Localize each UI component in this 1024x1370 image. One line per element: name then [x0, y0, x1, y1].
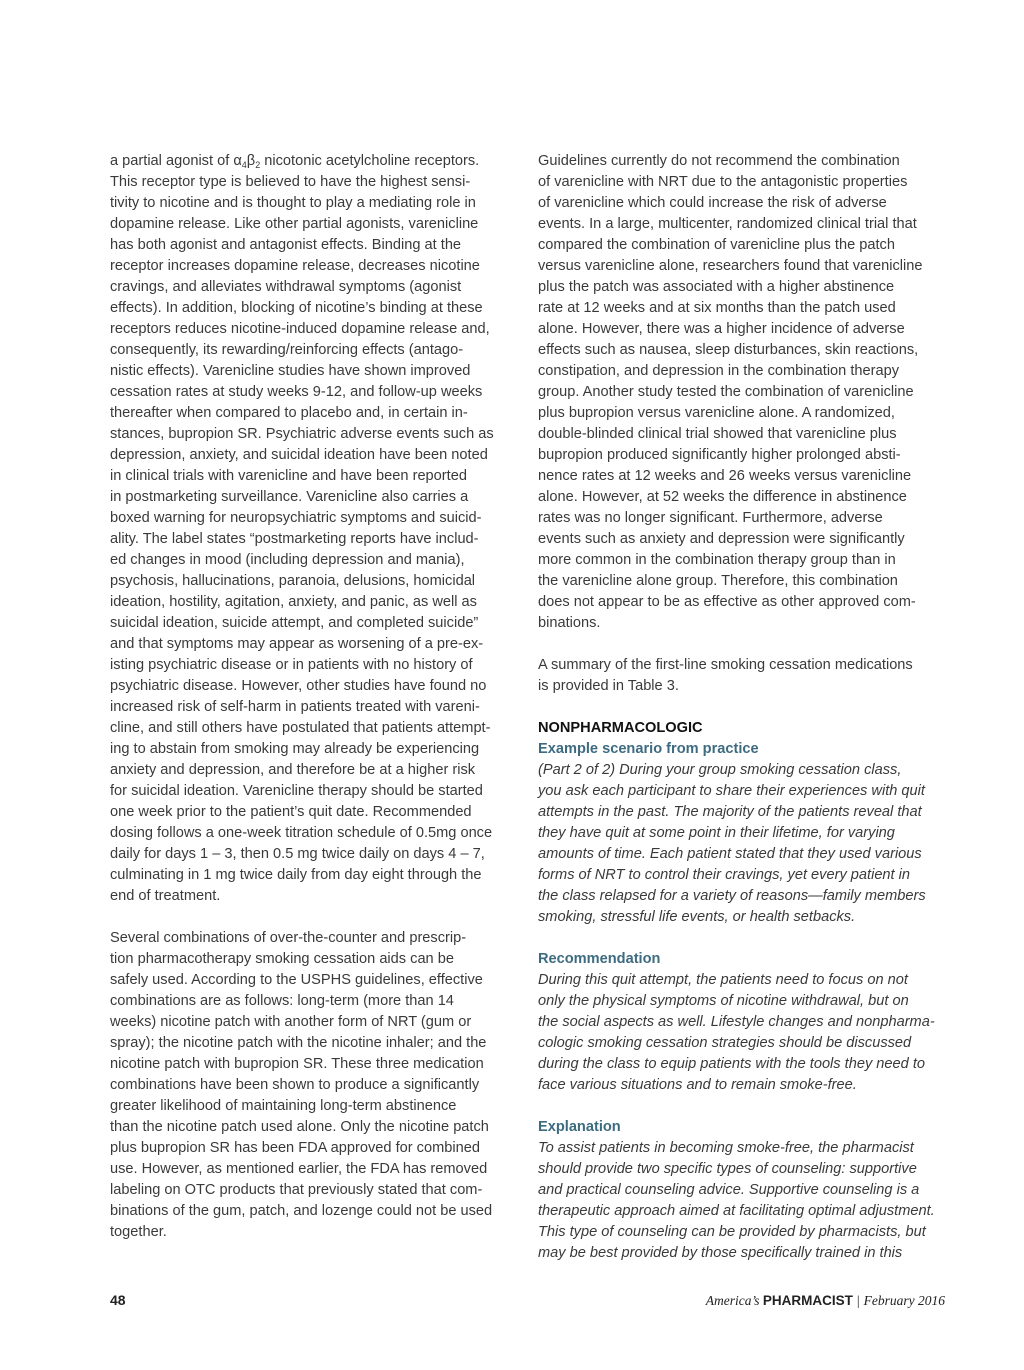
text-line: ing to abstain from smoking may already be experiencing [110, 741, 480, 757]
text-line: plus the patch was associated with a higher abstinence [538, 279, 895, 295]
beta-subscript: 2 [255, 160, 261, 170]
text-line: boxed warning for neuropsychiatric symptoms and suicid- [110, 510, 482, 526]
text-line: daily for days 1 – 3, then 0.5 mg twice daily on days 4 – 7, [110, 846, 485, 862]
text-line: has both agonist and antagonist effects. Binding at the [110, 237, 462, 253]
text-line: Guidelines currently do not recommend the combination [538, 153, 900, 169]
text-line: dosing follows a one-week titration schedule of 0.5mg once [110, 825, 493, 841]
recommendation-text [538, 970, 950, 1096]
text-line: should provide two specific types of counseling: supportive [538, 1161, 917, 1177]
text-line: weeks) nicotine patch with another form of NRT (gum or [110, 1014, 472, 1030]
text-line: increased risk of self-harm in patients treated with vareni- [110, 699, 480, 715]
text-line: you ask each participant to share their experiences with quit [538, 783, 925, 799]
text-line: labeling on OTC products that previously stated that com- [110, 1182, 483, 1198]
text-line: (Part 2 of 2) During your group smoking cessation class, [538, 762, 902, 778]
magazine-brand: PHARMACIST [762, 1293, 853, 1308]
text-line: nicotine patch with bupropion SR. These three medication [110, 1056, 484, 1072]
beta-symbol: β [246, 153, 256, 169]
text-line: forms of NRT to control their cravings, yet every patient in [538, 867, 911, 883]
text-line: rate at 12 weeks and at six months than the patch used [538, 300, 896, 316]
text-line: they have quit at some point in their lifetime, for varying [538, 825, 895, 841]
first-line [110, 151, 520, 172]
text-line: alone. However, there was a higher incidence of adverse [538, 321, 905, 337]
text-line: attempts in the past. The majority of the patients reveal that [538, 804, 922, 820]
left-paragraph-1 [110, 172, 520, 907]
text-line: does not appear to be as effective as other approved com- [538, 594, 916, 610]
right-paragraph-2 [538, 655, 950, 697]
text-line: during the class to equip patients with the tools they need to [538, 1056, 925, 1072]
text-line: therapeutic approach aimed at facilitating optimal adjustment. [538, 1203, 935, 1219]
text-line: tivity to nicotine and is thought to play a mediating role in [110, 195, 476, 211]
text-line: the social aspects as well. Lifestyle changes and nonpharma- [538, 1014, 935, 1030]
text-line: dopamine release. Like other partial agonists, varenicline [110, 216, 479, 232]
text-line: spray); the nicotine patch with the nicotine inhaler; and the [110, 1035, 487, 1051]
scenario-heading: Example scenario from practice [538, 741, 759, 757]
text-line: the varenicline alone group. Therefore, this combination [538, 573, 898, 589]
text-line: psychiatric disease. However, other studies have found no [110, 678, 487, 694]
text-line: double-blinded clinical trial showed that varenicline plus [538, 426, 897, 442]
text-line: smoking, stressful life events, or health setbacks. [538, 909, 856, 925]
text-line: nence rates at 12 weeks and 26 weeks versus varenicline [538, 468, 912, 484]
section-heading: NONPHARMACOLOGIC [538, 720, 703, 736]
text-line: compared the combination of varenicline plus the patch [538, 237, 895, 253]
left-paragraph-2 [110, 928, 520, 1243]
text-line: safely used. According to the USPHS guidelines, effective [110, 972, 483, 988]
text-line: plus bupropion SR has been FDA approved for combined [110, 1140, 480, 1156]
page-footer [110, 1292, 945, 1312]
text-line: for suicidal ideation. Varenicline therapy should be started [110, 783, 483, 799]
alpha-subscript: 4 [241, 160, 247, 170]
text-line: ed changes in mood (including depression and mania), [110, 552, 465, 568]
text-line: face various situations and to remain smoke-free. [538, 1077, 857, 1093]
text-line: may be best provided by those specifically trained in this [538, 1245, 903, 1261]
right-column [538, 151, 950, 1264]
text-line: bupropion produced significantly higher prolonged absti- [538, 447, 901, 463]
text-line: together. [110, 1224, 167, 1240]
text-line: tion pharmacotherapy smoking cessation aids can be [110, 951, 454, 967]
text-line: depression, anxiety, and suicidal ideation have been noted [110, 447, 488, 463]
explanation-text [538, 1138, 950, 1264]
text-line: During this quit attempt, the patients need to focus on not [538, 972, 908, 988]
text-line: cessation rates at study weeks 9-12, and follow-up weeks [110, 384, 483, 400]
text-line: than the nicotine patch used alone. Only the nicotine patch [110, 1119, 489, 1135]
text-line: of varenicline with NRT due to the antagonistic properties [538, 174, 908, 190]
paragraph-spacer [538, 697, 950, 718]
footer-separator: | [856, 1293, 860, 1308]
text-line: stances, bupropion SR. Psychiatric adverse events such as [110, 426, 494, 442]
text-line: effects). In addition, blocking of nicotine’s binding at these [110, 300, 483, 316]
text-line: culminating in 1 mg twice daily from day eight through the [110, 867, 482, 883]
text-line: ideation, hostility, agitation, anxiety, and panic, as well as [110, 594, 477, 610]
text-line: only the physical symptoms of nicotine withdrawal, but on [538, 993, 909, 1009]
text-line: receptors reduces nicotine-induced dopamine release and, [110, 321, 490, 337]
text-line: and that symptoms may appear as worsening of a pre-ex- [110, 636, 484, 652]
text-line: suicidal ideation, suicide attempt, and completed suicide” [110, 615, 479, 631]
text-line: rates was no longer significant. Furthermore, adverse [538, 510, 883, 526]
alpha-symbol: α [233, 153, 242, 169]
text-line: cravings, and alleviates withdrawal symptoms (agonist [110, 279, 462, 295]
recommendation-heading: Recommendation [538, 951, 661, 967]
text-line: To assist patients in becoming smoke-free, the pharmacist [538, 1140, 914, 1156]
first-line-text-end: nicotonic acetylcholine receptors. [260, 153, 480, 169]
text-line: the class relapsed for a variety of reasons—family members [538, 888, 926, 904]
text-line: end of treatment. [110, 888, 221, 904]
text-line: This type of counseling can be provided by pharmacists, but [538, 1224, 926, 1240]
text-line: thereafter when compared to placebo and, in certain in- [110, 405, 468, 421]
text-line: binations. [538, 615, 601, 631]
page-number: 48 [110, 1292, 126, 1308]
text-line: events such as anxiety and depression were significantly [538, 531, 905, 547]
text-line: plus bupropion versus varenicline alone. A randomized, [538, 405, 895, 421]
text-line: combinations have been shown to produce a significantly [110, 1077, 480, 1093]
text-line: use. However, as mentioned earlier, the FDA has removed [110, 1161, 488, 1177]
right-paragraph-1 [538, 151, 950, 634]
text-line: in postmarketing surveillance. Varenicline also carries a [110, 489, 469, 505]
text-line: nistic effects). Varenicline studies have shown improved [110, 363, 471, 379]
text-line: amounts of time. Each patient stated that they used various [538, 846, 922, 862]
text-line: psychosis, hallucinations, paranoia, delusions, homicidal [110, 573, 476, 589]
paragraph-spacer [538, 928, 950, 949]
text-line: cologic smoking cessation strategies should be discussed [538, 1035, 912, 1051]
text-line: versus varenicline alone, researchers found that varenicline [538, 258, 923, 274]
text-line: alone. However, at 52 weeks the difference in abstinence [538, 489, 907, 505]
left-column [110, 151, 520, 1243]
paragraph-spacer [110, 907, 520, 928]
magazine-prefix: America’s [705, 1293, 763, 1308]
text-line: is provided in Table 3. [538, 678, 679, 694]
text-line: anxiety and depression, and therefore be at a higher risk [110, 762, 476, 778]
text-line: constipation, and depression in the combination therapy [538, 363, 900, 379]
text-line: of varenicline which could increase the risk of adverse [538, 195, 887, 211]
text-line: more common in the combination therapy group than in [538, 552, 896, 568]
text-line: events. In a large, multicenter, randomized clinical trial that [538, 216, 917, 232]
text-line: cline, and still others have postulated that patients attempt- [110, 720, 491, 736]
text-line: in clinical trials with varenicline and have been reported [110, 468, 467, 484]
paragraph-spacer [538, 634, 950, 655]
text-line: group. Another study tested the combination of varenicline [538, 384, 914, 400]
explanation-heading: Explanation [538, 1119, 621, 1135]
text-line: Several combinations of over-the-counter and prescrip- [110, 930, 467, 946]
paragraph-spacer [538, 1096, 950, 1117]
text-line: This receptor type is believed to have the highest sensi- [110, 174, 471, 190]
text-line: receptor increases dopamine release, decreases nicotine [110, 258, 480, 274]
text-line: ality. The label states “postmarketing reports have includ- [110, 531, 479, 547]
text-line: binations of the gum, patch, and lozenge could not be used [110, 1203, 493, 1219]
text-line: effects such as nausea, sleep disturbances, skin reactions, [538, 342, 919, 358]
first-line-text: a partial agonist of [110, 153, 234, 169]
issue-date: February 2016 [863, 1293, 945, 1308]
text-line: and practical counseling advice. Supportive counseling is a [538, 1182, 920, 1198]
text-line: combinations are as follows: long-term (more than 14 [110, 993, 454, 1009]
magazine-masthead [706, 1293, 945, 1309]
text-line: consequently, its rewarding/reinforcing effects (antago- [110, 342, 464, 358]
text-line: isting psychiatric disease or in patients with no history of [110, 657, 473, 673]
text-line: one week prior to the patient’s quit date. Recommended [110, 804, 472, 820]
text-line: A summary of the first-line smoking cessation medications [538, 657, 913, 673]
text-line: greater likelihood of maintaining long-term abstinence [110, 1098, 457, 1114]
scenario-text [538, 760, 950, 928]
